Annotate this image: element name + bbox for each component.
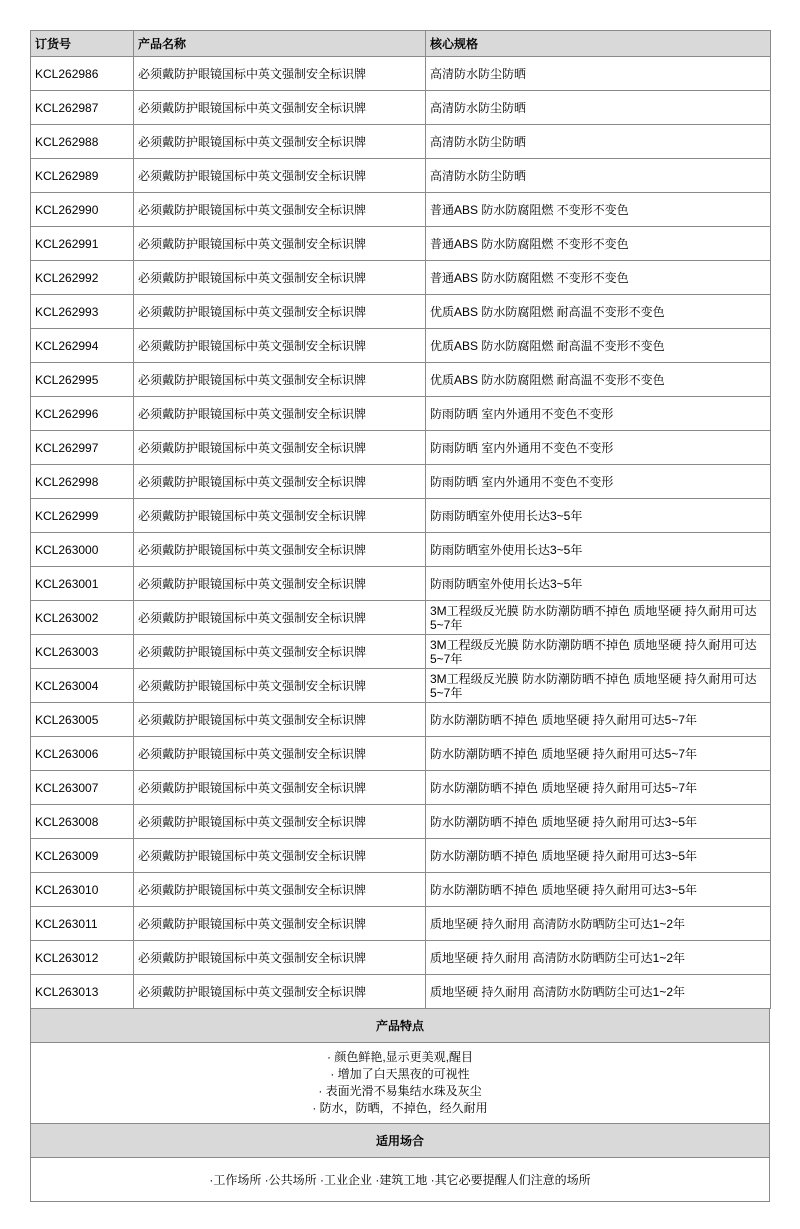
order-number-cell: KCL263002 — [31, 601, 134, 635]
product-row — [31, 125, 771, 159]
column-header-product-name: 产品名称 — [134, 31, 426, 57]
feature-item: · 增加了白天黑夜的可视性 — [330, 1067, 470, 1081]
core-spec-cell: 优质ABS 防水防腐阻燃 耐高温不变形不变色 — [426, 295, 771, 329]
product-name-cell: 必须戴防护眼镜国标中英文强制安全标识牌 — [134, 431, 426, 465]
product-name-cell: 必须戴防护眼镜国标中英文强制安全标识牌 — [134, 397, 426, 431]
product-name-cell: 必须戴防护眼镜国标中英文强制安全标识牌 — [134, 295, 426, 329]
product-name-cell: 必须戴防护眼镜国标中英文强制安全标识牌 — [134, 873, 426, 907]
product-name-cell: 必须戴防护眼镜国标中英文强制安全标识牌 — [134, 159, 426, 193]
product-row — [31, 261, 771, 295]
product-name-cell: 必须戴防护眼镜国标中英文强制安全标识牌 — [134, 771, 426, 805]
core-spec-cell: 防雨防晒室外使用长达3~5年 — [426, 499, 771, 533]
core-spec-cell: 高清防水防尘防晒 — [426, 57, 771, 91]
core-spec-cell: 普通ABS 防水防腐阻燃 不变形不变色 — [426, 261, 771, 295]
order-number-cell: KCL263012 — [31, 941, 134, 975]
product-name-cell: 必须戴防护眼镜国标中英文强制安全标识牌 — [134, 567, 426, 601]
product-row — [31, 91, 771, 125]
column-header-core-spec: 核心规格 — [426, 31, 771, 57]
product-name-cell: 必须戴防护眼镜国标中英文强制安全标识牌 — [134, 329, 426, 363]
order-number-cell: KCL263000 — [31, 533, 134, 567]
product-row — [31, 839, 771, 873]
product-name-cell: 必须戴防护眼镜国标中英文强制安全标识牌 — [134, 669, 426, 703]
order-number-cell: KCL263004 — [31, 669, 134, 703]
core-spec-cell: 防雨防晒室外使用长达3~5年 — [426, 567, 771, 601]
product-row — [31, 193, 771, 227]
product-row — [31, 703, 771, 737]
product-row — [31, 567, 771, 601]
core-spec-cell: 3M工程级反光膜 防水防潮防晒不掉色 质地坚硬 持久耐用可达5~7年 — [426, 669, 771, 703]
core-spec-cell: 质地坚硬 持久耐用 高清防水防晒防尘可达1~2年 — [426, 907, 771, 941]
product-row — [31, 873, 771, 907]
product-name-cell: 必须戴防护眼镜国标中英文强制安全标识牌 — [134, 363, 426, 397]
product-row — [31, 329, 771, 363]
core-spec-cell: 防水防潮防晒不掉色 质地坚硬 持久耐用可达3~5年 — [426, 805, 771, 839]
core-spec-cell: 防水防潮防晒不掉色 质地坚硬 持久耐用可达5~7年 — [426, 737, 771, 771]
product-name-cell: 必须戴防护眼镜国标中英文强制安全标识牌 — [134, 125, 426, 159]
product-name-cell: 必须戴防护眼镜国标中英文强制安全标识牌 — [134, 907, 426, 941]
product-row — [31, 805, 771, 839]
product-row — [31, 499, 771, 533]
core-spec-cell: 防水防潮防晒不掉色 质地坚硬 持久耐用可达5~7年 — [426, 771, 771, 805]
order-number-cell: KCL262997 — [31, 431, 134, 465]
core-spec-cell: 防水防潮防晒不掉色 质地坚硬 持久耐用可达3~5年 — [426, 839, 771, 873]
product-name-cell: 必须戴防护眼镜国标中英文强制安全标识牌 — [134, 601, 426, 635]
order-number-cell: KCL263006 — [31, 737, 134, 771]
column-header-order-number: 订货号 — [31, 31, 134, 57]
product-name-cell: 必须戴防护眼镜国标中英文强制安全标识牌 — [134, 737, 426, 771]
features-section-header: 产品特点 — [30, 1008, 770, 1043]
product-table-body — [31, 57, 771, 1009]
product-name-cell: 必须戴防护眼镜国标中英文强制安全标识牌 — [134, 227, 426, 261]
product-row — [31, 941, 771, 975]
order-number-cell: KCL263011 — [31, 907, 134, 941]
feature-item: · 颜色鲜艳,显示更美观,醒目 — [327, 1050, 473, 1064]
order-number-cell: KCL262990 — [31, 193, 134, 227]
product-name-cell: 必须戴防护眼镜国标中英文强制安全标识牌 — [134, 533, 426, 567]
order-number-cell: KCL262992 — [31, 261, 134, 295]
core-spec-cell: 普通ABS 防水防腐阻燃 不变形不变色 — [426, 193, 771, 227]
order-number-cell: KCL262987 — [31, 91, 134, 125]
order-number-cell: KCL262995 — [31, 363, 134, 397]
product-name-cell: 必须戴防护眼镜国标中英文强制安全标识牌 — [134, 57, 426, 91]
core-spec-cell: 高清防水防尘防晒 — [426, 125, 771, 159]
core-spec-cell: 防水防潮防晒不掉色 质地坚硬 持久耐用可达5~7年 — [426, 703, 771, 737]
core-spec-cell: 高清防水防尘防晒 — [426, 91, 771, 125]
product-name-cell: 必须戴防护眼镜国标中英文强制安全标识牌 — [134, 193, 426, 227]
product-row — [31, 295, 771, 329]
product-row — [31, 907, 771, 941]
core-spec-cell: 防雨防晒 室内外通用不变色不变形 — [426, 431, 771, 465]
order-number-cell: KCL262999 — [31, 499, 134, 533]
order-number-cell: KCL263009 — [31, 839, 134, 873]
product-name-cell: 必须戴防护眼镜国标中英文强制安全标识牌 — [134, 499, 426, 533]
order-number-cell: KCL262998 — [31, 465, 134, 499]
feature-item: · 表面光滑不易集结水珠及灰尘 — [318, 1084, 482, 1098]
core-spec-cell: 优质ABS 防水防腐阻燃 耐高温不变形不变色 — [426, 363, 771, 397]
product-row — [31, 431, 771, 465]
product-name-cell: 必须戴防护眼镜国标中英文强制安全标识牌 — [134, 261, 426, 295]
product-name-cell: 必须戴防护眼镜国标中英文强制安全标识牌 — [134, 839, 426, 873]
order-number-cell: KCL262986 — [31, 57, 134, 91]
product-row — [31, 159, 771, 193]
core-spec-cell: 防水防潮防晒不掉色 质地坚硬 持久耐用可达3~5年 — [426, 873, 771, 907]
core-spec-cell: 3M工程级反光膜 防水防潮防晒不掉色 质地坚硬 持久耐用可达5~7年 — [426, 601, 771, 635]
core-spec-cell: 高清防水防尘防晒 — [426, 159, 771, 193]
product-name-cell: 必须戴防护眼镜国标中英文强制安全标识牌 — [134, 975, 426, 1009]
order-number-cell: KCL263001 — [31, 567, 134, 601]
product-table — [30, 30, 771, 1009]
core-spec-cell: 防雨防晒室外使用长达3~5年 — [426, 533, 771, 567]
product-row — [31, 465, 771, 499]
product-row — [31, 737, 771, 771]
order-number-cell: KCL263013 — [31, 975, 134, 1009]
order-number-cell: KCL263003 — [31, 635, 134, 669]
product-row — [31, 227, 771, 261]
product-name-cell: 必须戴防护眼镜国标中英文强制安全标识牌 — [134, 805, 426, 839]
feature-item: · 防水，防晒，不掉色，经久耐用 — [312, 1101, 488, 1115]
product-row — [31, 601, 771, 635]
core-spec-cell: 质地坚硬 持久耐用 高清防水防晒防尘可达1~2年 — [426, 975, 771, 1009]
order-number-cell: KCL262988 — [31, 125, 134, 159]
product-name-cell: 必须戴防护眼镜国标中英文强制安全标识牌 — [134, 703, 426, 737]
occasions-section-header: 适用场合 — [30, 1123, 770, 1158]
features-list — [30, 1042, 770, 1124]
product-row — [31, 363, 771, 397]
product-name-cell: 必须戴防护眼镜国标中英文强制安全标识牌 — [134, 635, 426, 669]
core-spec-cell: 质地坚硬 持久耐用 高清防水防晒防尘可达1~2年 — [426, 941, 771, 975]
occasions-text: ·工作场所 ·公共场所 ·工业企业 ·建筑工地 ·其它必要提醒人们注意的场所 — [30, 1157, 770, 1202]
order-number-cell: KCL262994 — [31, 329, 134, 363]
product-row — [31, 635, 771, 669]
product-name-cell: 必须戴防护眼镜国标中英文强制安全标识牌 — [134, 941, 426, 975]
table-header-row — [31, 31, 771, 57]
order-number-cell: KCL262991 — [31, 227, 134, 261]
product-row — [31, 771, 771, 805]
core-spec-cell: 防雨防晒 室内外通用不变色不变形 — [426, 465, 771, 499]
product-row — [31, 975, 771, 1009]
core-spec-cell: 防雨防晒 室内外通用不变色不变形 — [426, 397, 771, 431]
product-row — [31, 57, 771, 91]
order-number-cell: KCL262996 — [31, 397, 134, 431]
core-spec-cell: 普通ABS 防水防腐阻燃 不变形不变色 — [426, 227, 771, 261]
product-row — [31, 533, 771, 567]
order-number-cell: KCL263007 — [31, 771, 134, 805]
order-number-cell: KCL262989 — [31, 159, 134, 193]
product-name-cell: 必须戴防护眼镜国标中英文强制安全标识牌 — [134, 465, 426, 499]
product-row — [31, 397, 771, 431]
order-number-cell: KCL263010 — [31, 873, 134, 907]
product-row — [31, 669, 771, 703]
order-number-cell: KCL262993 — [31, 295, 134, 329]
order-number-cell: KCL263008 — [31, 805, 134, 839]
core-spec-cell: 优质ABS 防水防腐阻燃 耐高温不变形不变色 — [426, 329, 771, 363]
core-spec-cell: 3M工程级反光膜 防水防潮防晒不掉色 质地坚硬 持久耐用可达5~7年 — [426, 635, 771, 669]
order-number-cell: KCL263005 — [31, 703, 134, 737]
product-name-cell: 必须戴防护眼镜国标中英文强制安全标识牌 — [134, 91, 426, 125]
